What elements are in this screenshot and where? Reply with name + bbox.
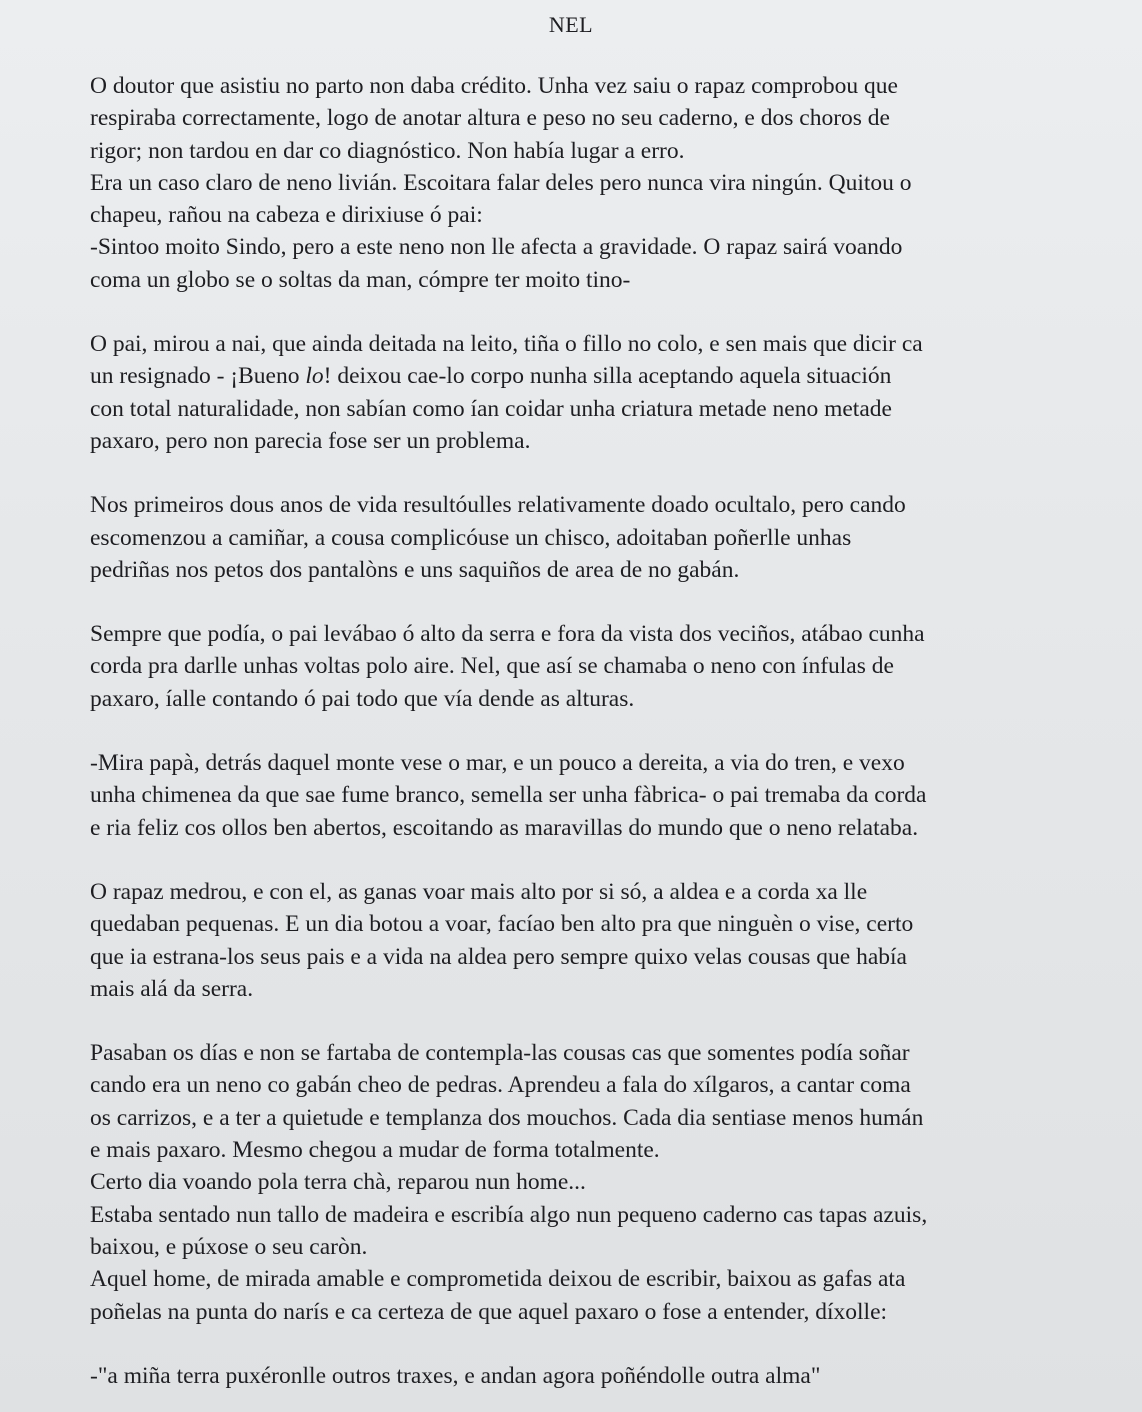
text-line: cando era un neno co gabán cheo de pedras. Aprendeu a fala do xílgaros, a cantar coma: [90, 1072, 911, 1099]
text-line: con total naturalidade, non sabían como ían coidar unha criatura metade neno metade: [90, 395, 892, 422]
text-line: Sempre que podía, o pai levábao ó alto da serra e fora da vista dos veciños, atábao cunha: [90, 621, 925, 648]
paragraph: [90, 876, 1090, 1005]
text-line: paxaro, pero non parecia fose ser un problema.: [90, 427, 531, 454]
text-line: Estaba sentado nun tallo de madeira e escribía algo nun pequeno caderno cas tapas azuis,: [90, 1201, 928, 1228]
text-line: e ria feliz cos ollos ben abertos, escoitando as maravillas do mundo que o neno relataba.: [90, 814, 919, 841]
text-line: quedaban pequenas. E un dia botou a voar, facíao ben alto pra que ninguèn o vise, certo: [90, 911, 914, 938]
paragraph-gap: [90, 844, 1090, 876]
paragraph-gap: [90, 1328, 1090, 1360]
text-line: corda pra darlle unhas voltas polo aire. Nel, que así se chamaba o neno con ínfulas de: [90, 653, 894, 680]
paragraph: [90, 1360, 1090, 1392]
text-line: O pai, mirou a nai, que ainda deitada na leito, tiña o fillo no colo, e sen mais que dicir ca: [90, 331, 923, 358]
paragraph: [90, 328, 1090, 457]
text-line: Certo dia voando pola terra chà, reparou nun home...: [90, 1169, 586, 1196]
text-line: respiraba correctamente, logo de anotar altura e peso no seu caderno, e dos choros de: [90, 105, 890, 132]
document-body: [90, 70, 1090, 1392]
text-line: -Sintoo moito Sindo, pero a este neno non lle afecta a gravidade. O rapaz sairá voando: [90, 234, 903, 261]
text-line: mais alá da serra.: [90, 975, 254, 1002]
text-line: unha chimenea da que sae fume branco, semella ser unha fàbrica- o pai tremaba da corda: [90, 782, 927, 809]
paragraph: [90, 747, 1090, 844]
text-line: O doutor que asistiu no parto non daba crédito. Unha vez saiu o rapaz comprobou que: [90, 73, 898, 99]
text-line: e mais paxaro. Mesmo chegou a mudar de forma totalmente.: [90, 1137, 660, 1164]
text-line: rigor; non tardou en dar co diagnóstico. Non había lugar a erro.: [90, 137, 685, 164]
text-line: -Mira papà, detrás daquel monte vese o mar, e un pouco a dereita, a via do tren, e vexo: [90, 750, 905, 777]
paragraph: [90, 70, 1090, 296]
text-line: Pasaban os días e non se fartaba de contempla-las cousas cas que somentes podía soñar: [90, 1040, 910, 1067]
text-line: Era un caso claro de neno livián. Escoitara falar deles pero nunca vira ningún. Quitou o: [90, 169, 912, 196]
paragraph-gap: [90, 1005, 1090, 1037]
paragraph: [90, 618, 1090, 715]
paragraph: [90, 489, 1090, 586]
paragraph-gap: [90, 586, 1090, 618]
text-line: escomenzou a camiñar, a cousa complicóuse un chisco, adoitaban poñerlle unhas: [90, 524, 852, 551]
paragraph: [90, 1037, 1090, 1328]
text-line: baixou, e púxose o seu caròn.: [90, 1233, 368, 1260]
text-line: os carrizos, e a ter a quietude e templanza dos mouchos. Cada dia sentiase menos humán: [90, 1104, 924, 1131]
text-line: un resignado - ¡Bueno lo! deixou cae-lo corpo nunha silla aceptando aquela situación: [90, 363, 892, 390]
text-line: O rapaz medrou, e con el, as ganas voar mais alto por si só, a aldea e a corda xa lle: [90, 878, 868, 905]
document-title: NEL: [548, 12, 594, 37]
text-line: paxaro, íalle contando ó pai todo que vía dende as alturas.: [90, 685, 635, 712]
paragraph-gap: [90, 296, 1090, 328]
text-line: -"a miña terra puxéronlle outros traxes, e andan agora poñéndolle outra alma": [90, 1362, 821, 1389]
text-line: coma un globo se o soltas da man, cómpre ter moito tino-: [90, 266, 631, 293]
paragraph-gap: [90, 457, 1090, 489]
text-line: Aquel home, de mirada amable e comprometida deixou de escribir, baixou as gafas ata: [90, 1266, 906, 1293]
text-line: que ia estrana-los seus pais e a vida na aldea pero sempre quixo velas cousas que había: [90, 943, 907, 970]
text-line: Nos primeiros dous anos de vida resultóulles relativamente doado ocultalo, pero cando: [90, 492, 906, 519]
text-line: chapeu, rañou na cabeza e dirixiuse ó pai:: [90, 202, 483, 229]
text-line: pedriñas nos petos dos pantalòns e uns saquiños de area de no gabán.: [90, 556, 740, 583]
paragraph-gap: [90, 715, 1090, 747]
text-line: poñelas na punta do narís e ca certeza de que aquel paxaro o fose a entender, díxolle:: [90, 1298, 888, 1325]
